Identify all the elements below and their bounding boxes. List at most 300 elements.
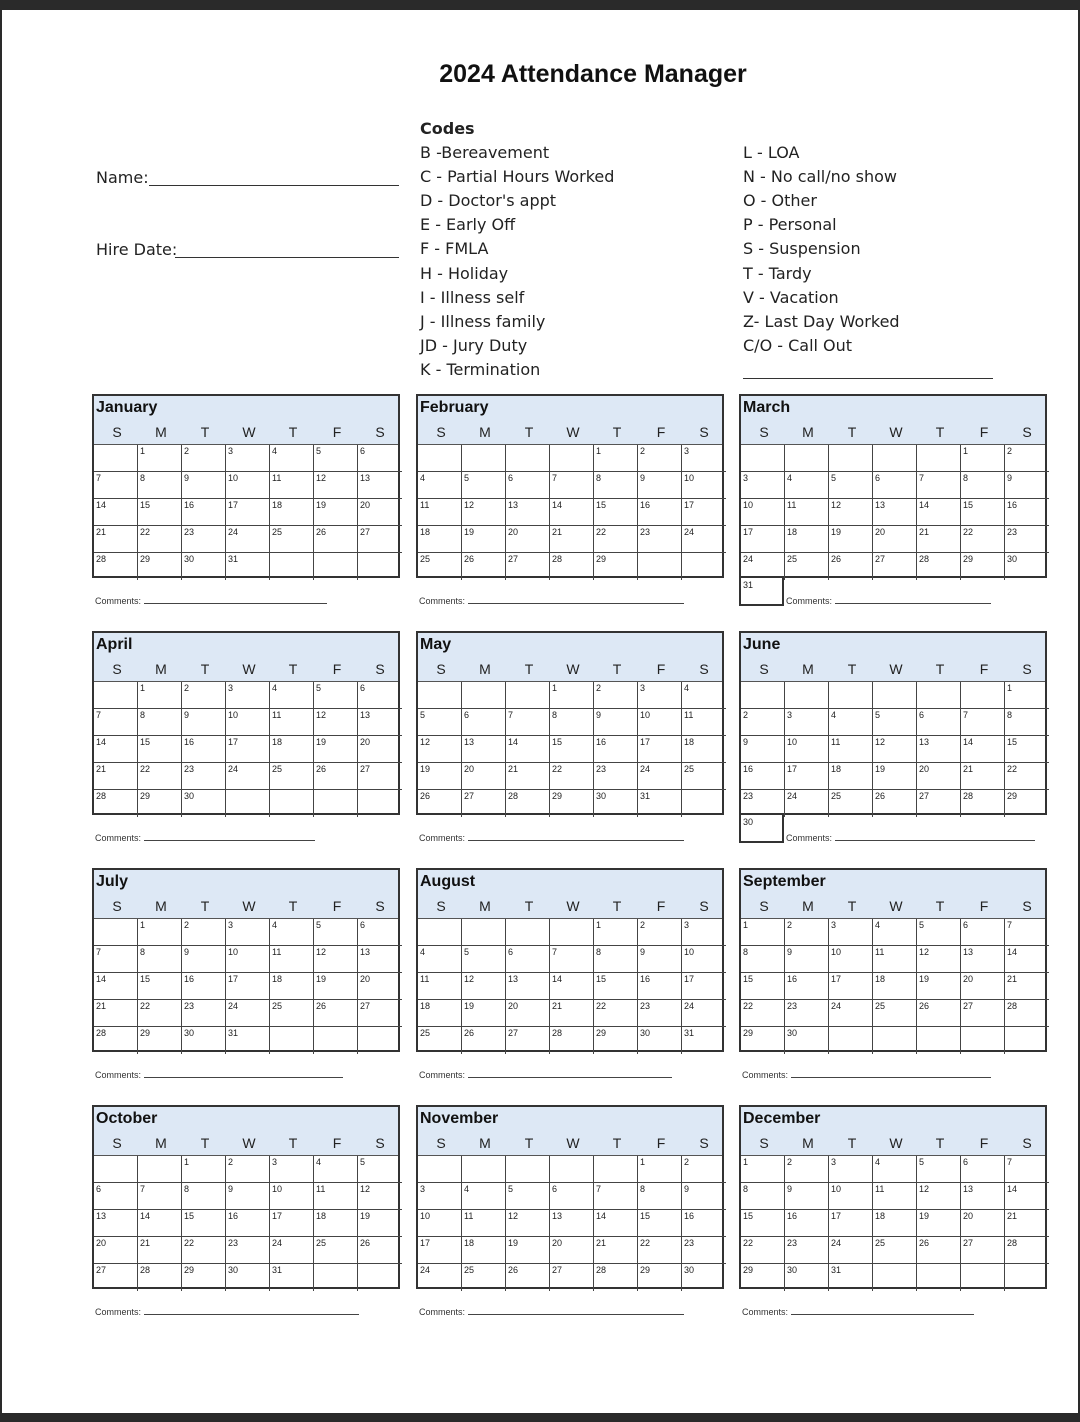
day-cell[interactable]	[270, 919, 314, 946]
day-cell[interactable]	[226, 1183, 270, 1210]
day-cell[interactable]	[917, 1264, 961, 1291]
day-cell[interactable]	[270, 790, 314, 817]
day-cell[interactable]	[682, 1027, 726, 1054]
day-cell[interactable]	[638, 919, 682, 946]
day-cell[interactable]	[418, 1183, 462, 1210]
day-cell[interactable]	[270, 973, 314, 1000]
day-cell[interactable]	[638, 499, 682, 526]
day-cell[interactable]	[138, 1183, 182, 1210]
day-cell[interactable]	[270, 1000, 314, 1027]
day-cell[interactable]	[682, 790, 726, 817]
day-cell[interactable]	[550, 1027, 594, 1054]
day-cell[interactable]	[314, 1210, 358, 1237]
day-cell[interactable]	[741, 763, 785, 790]
day-cell[interactable]	[829, 736, 873, 763]
day-cell[interactable]	[594, 1237, 638, 1264]
day-cell[interactable]	[785, 736, 829, 763]
day-cell[interactable]	[961, 1027, 1005, 1054]
day-cell[interactable]	[682, 736, 726, 763]
day-cell[interactable]	[741, 682, 785, 709]
day-cell[interactable]	[741, 736, 785, 763]
day-cell[interactable]	[358, 472, 402, 499]
day-cell[interactable]	[741, 1156, 785, 1183]
day-cell[interactable]	[182, 946, 226, 973]
day-cell[interactable]	[550, 1237, 594, 1264]
day-cell[interactable]	[638, 946, 682, 973]
day-cell[interactable]	[741, 1000, 785, 1027]
day-cell[interactable]	[550, 445, 594, 472]
day-cell[interactable]	[961, 472, 1005, 499]
comments-line[interactable]	[835, 595, 991, 604]
day-cell[interactable]	[550, 1210, 594, 1237]
day-cell[interactable]	[226, 1264, 270, 1291]
day-cell[interactable]	[462, 499, 506, 526]
day-cell[interactable]	[358, 682, 402, 709]
day-cell[interactable]	[961, 682, 1005, 709]
day-cell[interactable]	[462, 973, 506, 1000]
day-cell[interactable]	[94, 526, 138, 553]
comments-line[interactable]	[468, 595, 684, 604]
day-cell[interactable]	[1005, 553, 1049, 580]
day-cell[interactable]	[226, 736, 270, 763]
day-cell[interactable]	[418, 973, 462, 1000]
day-cell[interactable]	[961, 1237, 1005, 1264]
day-cell[interactable]	[226, 1210, 270, 1237]
day-cell[interactable]	[917, 1000, 961, 1027]
day-cell[interactable]	[138, 790, 182, 817]
day-cell[interactable]	[506, 1156, 550, 1183]
day-cell[interactable]	[506, 526, 550, 553]
day-cell[interactable]	[94, 709, 138, 736]
day-cell[interactable]	[638, 973, 682, 1000]
day-cell[interactable]	[506, 946, 550, 973]
day-cell[interactable]	[506, 445, 550, 472]
day-cell[interactable]	[741, 1027, 785, 1054]
day-cell[interactable]	[594, 763, 638, 790]
day-cell[interactable]	[550, 973, 594, 1000]
day-cell[interactable]	[873, 1264, 917, 1291]
day-cell[interactable]	[138, 1264, 182, 1291]
day-cell[interactable]	[1005, 1156, 1049, 1183]
day-cell[interactable]	[917, 472, 961, 499]
day-cell[interactable]	[314, 1027, 358, 1054]
day-cell[interactable]	[358, 973, 402, 1000]
day-cell[interactable]	[1005, 709, 1049, 736]
day-cell[interactable]	[94, 919, 138, 946]
day-cell[interactable]	[506, 736, 550, 763]
day-cell[interactable]	[94, 1156, 138, 1183]
day-cell[interactable]	[182, 526, 226, 553]
day-cell[interactable]	[682, 1183, 726, 1210]
comments-field[interactable]	[95, 1069, 343, 1080]
day-cell[interactable]	[506, 1000, 550, 1027]
day-cell[interactable]	[873, 1237, 917, 1264]
day-cell[interactable]	[741, 790, 785, 817]
day-cell[interactable]	[226, 1000, 270, 1027]
day-cell[interactable]	[873, 1027, 917, 1054]
day-cell[interactable]	[917, 763, 961, 790]
day-cell[interactable]	[506, 553, 550, 580]
day-cell[interactable]	[462, 919, 506, 946]
day-cell[interactable]	[358, 709, 402, 736]
day-cell[interactable]	[682, 946, 726, 973]
day-cell[interactable]	[873, 526, 917, 553]
day-cell[interactable]	[94, 946, 138, 973]
day-cell[interactable]	[785, 973, 829, 1000]
day-cell[interactable]	[182, 499, 226, 526]
day-cell[interactable]	[462, 1237, 506, 1264]
day-cell[interactable]	[182, 1183, 226, 1210]
day-cell[interactable]	[829, 682, 873, 709]
day-cell[interactable]	[418, 919, 462, 946]
day-cell[interactable]	[358, 763, 402, 790]
comments-field[interactable]	[419, 1069, 672, 1080]
day-cell[interactable]	[506, 499, 550, 526]
day-cell[interactable]	[358, 1156, 402, 1183]
day-cell[interactable]	[314, 1000, 358, 1027]
day-cell[interactable]	[961, 736, 1005, 763]
day-cell[interactable]	[638, 1264, 682, 1291]
day-cell[interactable]	[961, 1264, 1005, 1291]
day-cell[interactable]	[270, 553, 314, 580]
day-cell[interactable]	[638, 553, 682, 580]
day-cell[interactable]	[594, 946, 638, 973]
name-field[interactable]	[149, 185, 399, 186]
day-cell[interactable]	[741, 946, 785, 973]
day-cell[interactable]	[829, 499, 873, 526]
day-cell[interactable]	[550, 1264, 594, 1291]
day-cell[interactable]	[314, 736, 358, 763]
day-cell[interactable]	[550, 553, 594, 580]
day-cell[interactable]	[961, 499, 1005, 526]
day-cell[interactable]	[314, 763, 358, 790]
day-cell[interactable]	[462, 790, 506, 817]
day-cell[interactable]	[358, 526, 402, 553]
day-cell[interactable]	[138, 553, 182, 580]
day-cell[interactable]	[314, 709, 358, 736]
day-cell[interactable]	[418, 790, 462, 817]
day-cell[interactable]	[829, 445, 873, 472]
day-cell[interactable]	[1005, 946, 1049, 973]
day-cell[interactable]	[961, 946, 1005, 973]
day-cell[interactable]	[94, 682, 138, 709]
day-cell[interactable]	[94, 973, 138, 1000]
day-cell[interactable]	[462, 1027, 506, 1054]
day-cell[interactable]	[418, 445, 462, 472]
day-cell[interactable]	[506, 763, 550, 790]
day-cell[interactable]	[741, 1183, 785, 1210]
day-cell[interactable]	[785, 946, 829, 973]
comments-field[interactable]	[95, 595, 327, 606]
day-cell[interactable]	[94, 763, 138, 790]
day-cell[interactable]	[314, 1237, 358, 1264]
day-cell[interactable]	[182, 1264, 226, 1291]
day-cell[interactable]	[506, 973, 550, 1000]
day-cell[interactable]	[138, 946, 182, 973]
day-cell[interactable]	[182, 1027, 226, 1054]
comments-line[interactable]	[144, 832, 315, 841]
day-cell[interactable]	[682, 1237, 726, 1264]
day-cell[interactable]	[418, 709, 462, 736]
day-cell[interactable]	[1005, 1210, 1049, 1237]
day-cell[interactable]	[917, 790, 961, 817]
day-cell[interactable]	[314, 445, 358, 472]
day-cell[interactable]	[226, 709, 270, 736]
day-cell[interactable]	[358, 790, 402, 817]
day-cell[interactable]	[917, 682, 961, 709]
day-cell[interactable]	[961, 1156, 1005, 1183]
day-cell[interactable]	[462, 553, 506, 580]
comments-line[interactable]	[144, 1069, 343, 1078]
day-cell[interactable]	[94, 472, 138, 499]
day-cell[interactable]	[961, 973, 1005, 1000]
day-cell[interactable]	[594, 1027, 638, 1054]
day-cell[interactable]	[418, 553, 462, 580]
day-cell[interactable]	[550, 682, 594, 709]
day-cell[interactable]	[314, 499, 358, 526]
day-cell[interactable]	[226, 553, 270, 580]
day-cell[interactable]	[94, 1027, 138, 1054]
day-cell[interactable]	[638, 445, 682, 472]
day-cell[interactable]	[418, 682, 462, 709]
day-cell[interactable]	[917, 526, 961, 553]
day-cell[interactable]	[182, 973, 226, 1000]
day-cell[interactable]	[358, 1027, 402, 1054]
day-cell[interactable]	[358, 736, 402, 763]
day-cell[interactable]	[741, 445, 785, 472]
day-cell[interactable]	[94, 736, 138, 763]
day-cell[interactable]	[1005, 763, 1049, 790]
day-cell[interactable]	[741, 919, 785, 946]
day-cell[interactable]	[873, 790, 917, 817]
day-cell[interactable]	[741, 526, 785, 553]
day-cell[interactable]	[917, 946, 961, 973]
day-cell[interactable]	[917, 445, 961, 472]
day-cell[interactable]	[358, 946, 402, 973]
day-cell[interactable]	[873, 736, 917, 763]
day-cell[interactable]	[829, 1183, 873, 1210]
day-cell[interactable]	[785, 1027, 829, 1054]
day-cell[interactable]	[594, 709, 638, 736]
day-cell[interactable]	[182, 1210, 226, 1237]
day-cell[interactable]	[314, 790, 358, 817]
day-cell[interactable]	[138, 682, 182, 709]
day-cell[interactable]	[94, 1000, 138, 1027]
day-cell[interactable]	[829, 946, 873, 973]
day-cell[interactable]	[138, 472, 182, 499]
day-cell[interactable]	[550, 1183, 594, 1210]
day-cell[interactable]	[829, 472, 873, 499]
day-cell[interactable]	[682, 919, 726, 946]
comments-field[interactable]	[419, 1306, 684, 1317]
day-cell[interactable]	[1005, 472, 1049, 499]
day-cell[interactable]	[270, 1210, 314, 1237]
day-cell[interactable]	[785, 1000, 829, 1027]
day-cell[interactable]	[270, 1027, 314, 1054]
day-cell[interactable]	[182, 709, 226, 736]
day-cell[interactable]	[961, 919, 1005, 946]
day-cell[interactable]	[829, 709, 873, 736]
day-cell[interactable]	[1005, 919, 1049, 946]
day-cell[interactable]	[182, 445, 226, 472]
day-cell[interactable]	[682, 526, 726, 553]
day-cell[interactable]	[138, 919, 182, 946]
day-cell[interactable]	[462, 1183, 506, 1210]
comments-line[interactable]	[468, 1306, 684, 1315]
day-cell[interactable]	[917, 709, 961, 736]
day-cell[interactable]	[682, 682, 726, 709]
day-cell[interactable]	[314, 526, 358, 553]
day-cell[interactable]	[462, 1264, 506, 1291]
day-cell[interactable]	[873, 445, 917, 472]
day-cell[interactable]	[785, 445, 829, 472]
day-cell[interactable]	[785, 499, 829, 526]
day-cell[interactable]	[1005, 1237, 1049, 1264]
day-cell[interactable]	[873, 1156, 917, 1183]
day-cell[interactable]	[638, 709, 682, 736]
day-cell[interactable]	[270, 763, 314, 790]
day-cell[interactable]	[550, 736, 594, 763]
day-cell[interactable]	[270, 682, 314, 709]
day-cell[interactable]	[638, 1000, 682, 1027]
day-cell[interactable]	[550, 472, 594, 499]
day-cell[interactable]	[226, 682, 270, 709]
day-cell[interactable]	[550, 526, 594, 553]
day-cell[interactable]	[462, 526, 506, 553]
day-cell[interactable]	[226, 946, 270, 973]
day-cell[interactable]	[94, 553, 138, 580]
day-cell[interactable]	[785, 472, 829, 499]
day-cell[interactable]	[94, 445, 138, 472]
comments-field[interactable]	[742, 1306, 974, 1317]
day-cell[interactable]	[182, 472, 226, 499]
day-cell[interactable]	[314, 919, 358, 946]
day-cell[interactable]	[138, 709, 182, 736]
day-cell[interactable]	[314, 973, 358, 1000]
day-cell[interactable]	[917, 1210, 961, 1237]
day-cell[interactable]	[418, 526, 462, 553]
day-cell[interactable]	[226, 1237, 270, 1264]
day-cell[interactable]	[270, 1183, 314, 1210]
day-cell[interactable]	[138, 973, 182, 1000]
day-cell[interactable]	[829, 526, 873, 553]
day-cell[interactable]	[1005, 790, 1049, 817]
comments-field[interactable]	[95, 832, 315, 843]
day-cell[interactable]	[917, 553, 961, 580]
day-cell[interactable]	[418, 499, 462, 526]
day-cell[interactable]	[741, 1264, 785, 1291]
day-cell[interactable]	[270, 526, 314, 553]
day-cell[interactable]	[226, 499, 270, 526]
day-cell[interactable]	[1005, 1027, 1049, 1054]
day-cell[interactable]	[961, 1210, 1005, 1237]
day-cell[interactable]	[94, 1264, 138, 1291]
day-cell[interactable]	[829, 1264, 873, 1291]
comments-line[interactable]	[835, 832, 1035, 841]
day-cell[interactable]	[550, 709, 594, 736]
day-cell[interactable]	[594, 1183, 638, 1210]
day-cell[interactable]	[550, 499, 594, 526]
day-cell[interactable]	[94, 1183, 138, 1210]
hire-date-field[interactable]	[175, 257, 399, 258]
day-cell[interactable]	[1005, 682, 1049, 709]
day-cell[interactable]	[638, 1156, 682, 1183]
day-cell[interactable]	[917, 1183, 961, 1210]
day-cell[interactable]	[785, 709, 829, 736]
day-cell[interactable]	[638, 526, 682, 553]
day-cell[interactable]	[638, 682, 682, 709]
day-cell[interactable]	[226, 919, 270, 946]
day-cell[interactable]	[785, 919, 829, 946]
day-cell[interactable]	[314, 946, 358, 973]
day-cell[interactable]	[226, 526, 270, 553]
day-cell[interactable]	[785, 1156, 829, 1183]
day-cell[interactable]	[961, 445, 1005, 472]
day-cell[interactable]	[785, 682, 829, 709]
day-cell[interactable]	[638, 790, 682, 817]
day-cell[interactable]	[638, 472, 682, 499]
day-cell[interactable]	[182, 763, 226, 790]
day-cell[interactable]	[829, 1156, 873, 1183]
day-cell[interactable]	[270, 1264, 314, 1291]
day-cell[interactable]	[462, 763, 506, 790]
day-cell[interactable]	[638, 1210, 682, 1237]
day-cell[interactable]	[961, 526, 1005, 553]
day-cell[interactable]	[785, 553, 829, 580]
day-cell[interactable]	[506, 682, 550, 709]
comments-line[interactable]	[791, 1306, 974, 1315]
day-cell[interactable]	[873, 709, 917, 736]
day-cell[interactable]	[550, 946, 594, 973]
day-cell[interactable]	[594, 919, 638, 946]
day-cell[interactable]	[462, 709, 506, 736]
day-cell[interactable]	[594, 472, 638, 499]
day-cell[interactable]	[638, 736, 682, 763]
day-cell[interactable]	[682, 1000, 726, 1027]
day-cell[interactable]	[961, 553, 1005, 580]
day-cell[interactable]	[785, 526, 829, 553]
comments-field[interactable]	[786, 595, 991, 606]
day-cell[interactable]	[506, 472, 550, 499]
day-cell[interactable]	[270, 445, 314, 472]
day-cell[interactable]	[741, 1210, 785, 1237]
day-cell[interactable]	[418, 1264, 462, 1291]
day-cell[interactable]	[418, 1237, 462, 1264]
day-cell[interactable]	[873, 1210, 917, 1237]
day-cell[interactable]	[739, 815, 784, 843]
day-cell[interactable]	[358, 1000, 402, 1027]
day-cell[interactable]	[594, 553, 638, 580]
day-cell[interactable]	[829, 973, 873, 1000]
day-cell[interactable]	[873, 919, 917, 946]
day-cell[interactable]	[94, 790, 138, 817]
comments-line[interactable]	[468, 832, 684, 841]
day-cell[interactable]	[358, 1183, 402, 1210]
day-cell[interactable]	[506, 1210, 550, 1237]
day-cell[interactable]	[270, 709, 314, 736]
day-cell[interactable]	[418, 472, 462, 499]
day-cell[interactable]	[1005, 1183, 1049, 1210]
comments-field[interactable]	[419, 832, 684, 843]
day-cell[interactable]	[638, 1027, 682, 1054]
day-cell[interactable]	[741, 973, 785, 1000]
day-cell[interactable]	[917, 1156, 961, 1183]
day-cell[interactable]	[1005, 1264, 1049, 1291]
day-cell[interactable]	[182, 736, 226, 763]
day-cell[interactable]	[506, 1264, 550, 1291]
day-cell[interactable]	[418, 763, 462, 790]
day-cell[interactable]	[550, 763, 594, 790]
